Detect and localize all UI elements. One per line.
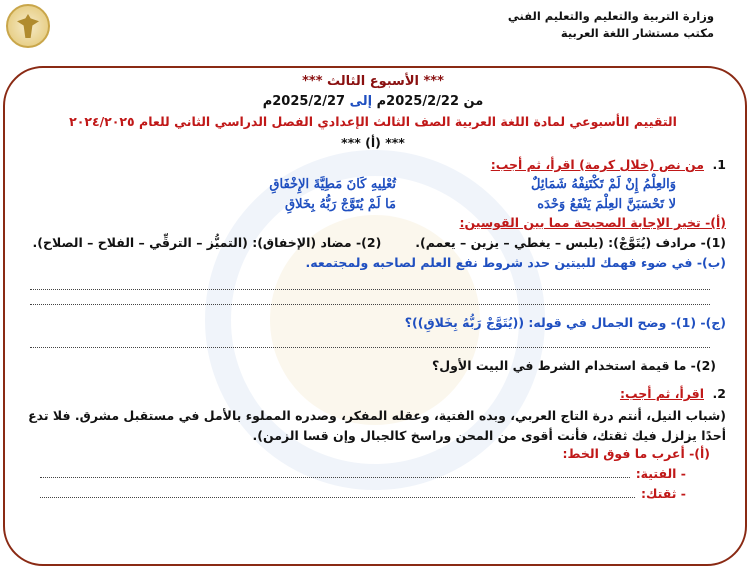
verse-2-second-half: مَا لَمْ يُتَوَّجْ رَبُّهُ بِخَلاقِ [284, 197, 396, 212]
to-label: إلى [349, 94, 373, 109]
date-range [20, 94, 726, 114]
question-number: 1. [712, 157, 726, 172]
answer-line [40, 466, 630, 478]
poem-verses [116, 177, 676, 215]
eagle-icon [17, 14, 39, 38]
question-2-header [20, 386, 726, 406]
answer-line [40, 486, 635, 498]
week-title: *** الأسبوع الثالث *** [302, 74, 444, 89]
parsing-word: - ثقتك: [641, 486, 686, 501]
worksheet [20, 72, 726, 506]
parsing-label: (أ)- أعرب ما فوق الخط: [562, 446, 710, 461]
parsing-item-1 [20, 466, 686, 486]
sub-question-c1-text: (ج)- (1)- وضح الجمال في قوله: ((يُتَوَّجْ رَبُّهُ بِخَلاقِ))؟ [404, 315, 726, 330]
choice-item-2: (2)- مضاد (الإخفاق): (التميُّز – الترقِّي – الفلاح – الصلاح). [32, 235, 382, 250]
reading-passage: (شباب النيل، أنتم درة التاج العربي، وبده الفتية، وعقله المفكر، وصدره المملوء بالأمل في مستقبل مشرق. فلا تدع أحدًا يزلزل فيك ثقتك، فأنت أقوى من المحن وراسخ كالجبال وإن قسا الزمن). [28, 408, 726, 443]
part-label: *** (أ) *** [341, 135, 405, 150]
ministry-header [508, 8, 714, 42]
question-instruction: من نص (خلال كرمة) اقرأ، ثم أجب: [490, 157, 704, 172]
verse-1-first-half: وَالعِلْمُ إِنْ لَمْ تَكْتَنِفْهُ شَمَائِلٌ [531, 177, 676, 192]
question-number: 2. [712, 386, 726, 401]
from-date: 2025/2/22م [376, 94, 459, 109]
verse-1-second-half: تُعْلِيهِ كَانَ مَطِيَّةَ الإِخْفَاقِ [269, 177, 396, 192]
parsing-item-2 [20, 486, 686, 506]
sub-question-c2: (2)- ما قيمة استخدام الشرط في البيت الأول؟ [432, 358, 716, 373]
choice-item-1: (1)- مرادف (يُتَوَّجْ): (يلبس – يغطي – يزين – يعمم). [415, 235, 726, 250]
question-instruction: اقرأ، ثم أجب: [619, 386, 704, 401]
verse-2-first-half: لا تَحْسَبَنَّ العِلْمَ يَنْفَعُ وَحْدَه [537, 197, 676, 212]
question-1-header [20, 157, 726, 177]
office-name: مكتب مستشار اللغة العربية [560, 26, 714, 40]
sub-question-c1 [20, 315, 726, 335]
to-date: 2025/2/27م [262, 94, 346, 109]
sub-question-a-items [20, 235, 726, 255]
sub-question-a-label: (أ)- تخير الإجابة الصحيحة مما بين القوسين: [459, 215, 726, 230]
ministry-logo [6, 4, 50, 48]
assessment-title: التقييم الأسبوعي لمادة اللغة العربية الصف الثالث الإعدادي الفصل الدراسي الثاني للعام ٢٠٢٤/٢٠٢٥ [69, 114, 677, 129]
ministry-name: وزارة التربية والتعليم والتعليم الفني [507, 9, 714, 23]
parsing-word: - الفتية: [635, 466, 686, 481]
sub-question-b: (ب)- في ضوء فهمك للبيتين حدد شروط نفع العلم لصاحبه ولمجتمعه. [305, 255, 726, 270]
from-label: من [463, 94, 484, 109]
